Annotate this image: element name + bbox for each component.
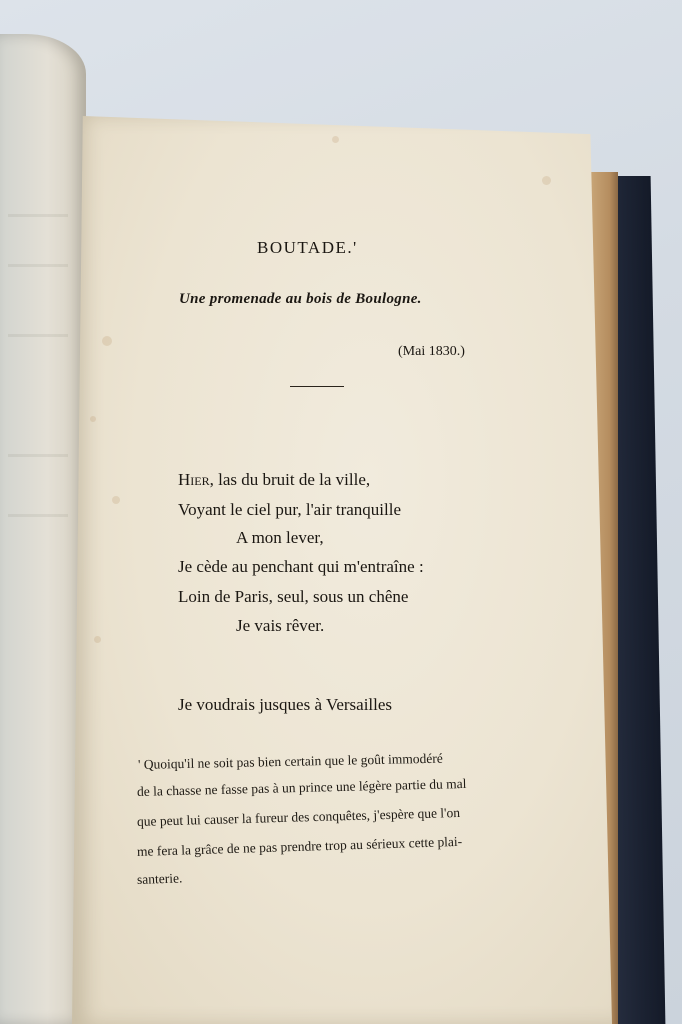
divider-rule [290,386,344,387]
facing-page [0,34,86,1024]
verse-line: Loin de Paris, seul, sous un chêne [178,587,409,606]
footnote-line: ' Quoiqu'il ne soit pas bien certain que le goût immodéré [137,750,443,772]
footnote-line: me fera la grâce de ne pas prendre trop au sérieux cette plai- [136,833,463,859]
page-subtitle: Une promenade au bois de Boulogne. [179,291,422,307]
verse-line: Hier, las du bruit de la ville, [178,470,371,489]
footnote-line: de la chasse ne fasse pas à un prince une légère partie du mal [136,775,467,799]
verse-line: Je voudrais jusques à Versailles [178,695,393,714]
verse-line: Je cède au penchant qui m'entraîne : [178,557,424,576]
page-heading: BOUTADE.' [257,238,358,257]
verse-line: Voyant le ciel pur, l'air tranquille [178,500,402,519]
page-date: (Mai 1830.) [398,344,465,359]
footnote-line: que peut lui causer la fureur des conquêtes, j'espère que l'on [136,804,461,829]
verse-line: Je vais rêver. [236,616,325,635]
footnote-line: santerie. [136,870,183,887]
verse-line: A mon lever, [236,528,324,547]
